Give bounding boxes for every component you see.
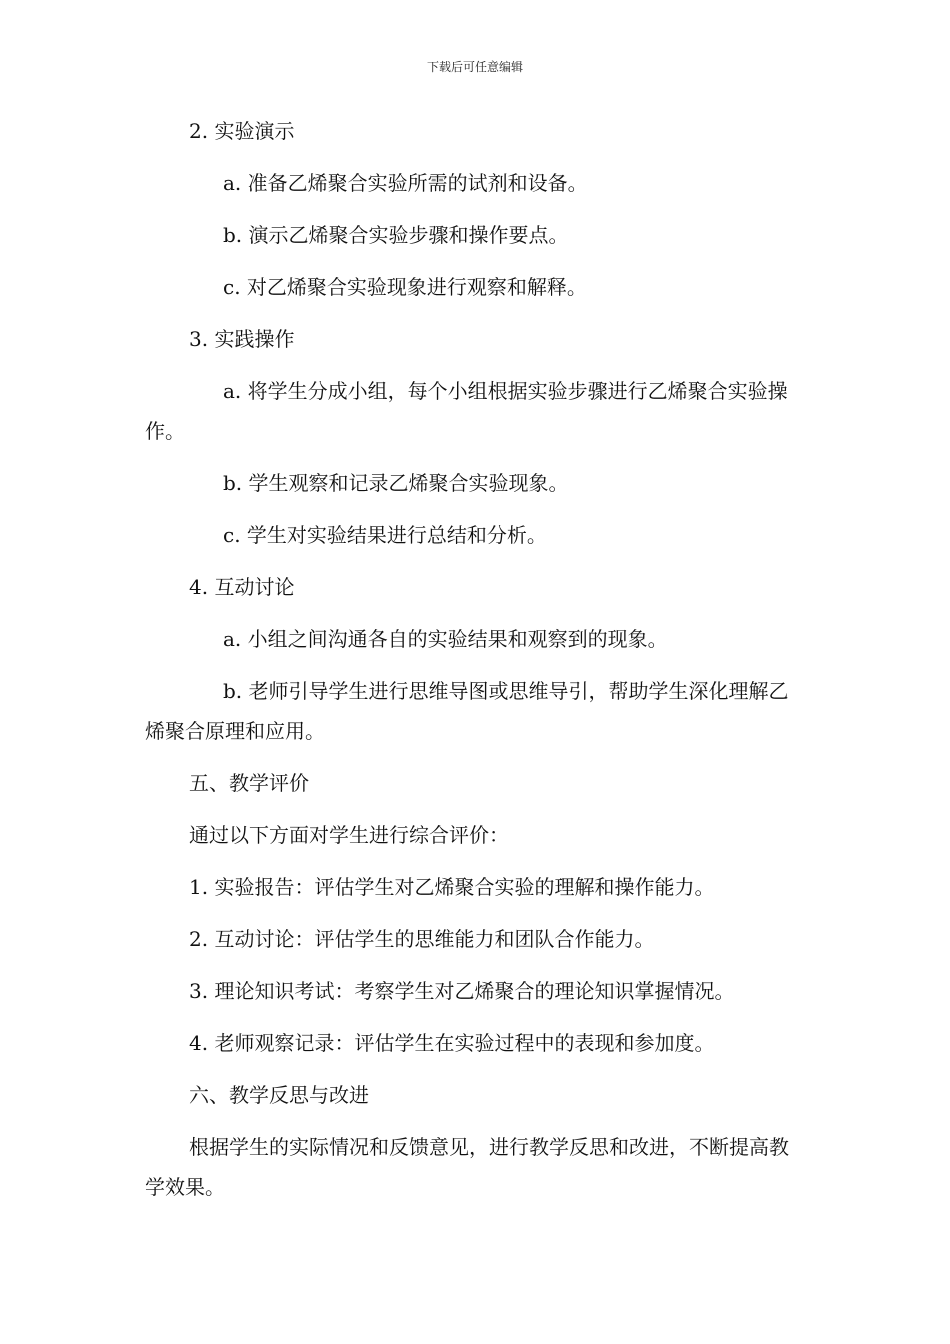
list-item: b. 学生观察和记录乙烯聚合实验现象。 (223, 471, 569, 495)
list-item: a. 准备乙烯聚合实验所需的试剂和设备。 (223, 171, 588, 195)
list-item: c. 学生对实验结果进行总结和分析。 (223, 523, 547, 547)
list-item: a. 小组之间沟通各自的实验结果和观察到的现象。 (223, 627, 668, 651)
section-heading: 五、教学评价 (189, 771, 309, 795)
list-item: a. 将学生分成小组，每个小组根据实验步骤进行乙烯聚合实验操作。 (145, 379, 788, 443)
list-item: 3. 理论知识考试：考察学生对乙烯聚合的理论知识掌握情况。 (189, 979, 735, 1003)
list-item: 4. 老师观察记录：评估学生在实验过程中的表现和参加度。 (189, 1031, 715, 1055)
list-item: b. 老师引导学生进行思维导图或思维导引，帮助学生深化理解乙烯聚合原理和应用。 (145, 679, 789, 743)
list-item: b. 演示乙烯聚合实验步骤和操作要点。 (223, 223, 569, 247)
list-item: 4. 互动讨论 (189, 575, 295, 599)
page-header: 下载后可任意编辑 (426, 60, 523, 74)
paragraph: 根据学生的实际情况和反馈意见，进行教学反思和改进，不断提高教学效果。 (145, 1135, 789, 1199)
document-body (145, 111, 805, 1207)
list-item: c. 对乙烯聚合实验现象进行观察和解释。 (223, 275, 587, 299)
list-item: 1. 实验报告：评估学生对乙烯聚合实验的理解和操作能力。 (189, 875, 715, 899)
list-item: 2. 互动讨论：评估学生的思维能力和团队合作能力。 (189, 927, 655, 951)
section-heading: 六、教学反思与改进 (189, 1083, 369, 1107)
paragraph: 通过以下方面对学生进行综合评价： (189, 823, 509, 847)
list-item: 3. 实践操作 (189, 327, 295, 351)
list-item: 2. 实验演示 (189, 119, 295, 143)
